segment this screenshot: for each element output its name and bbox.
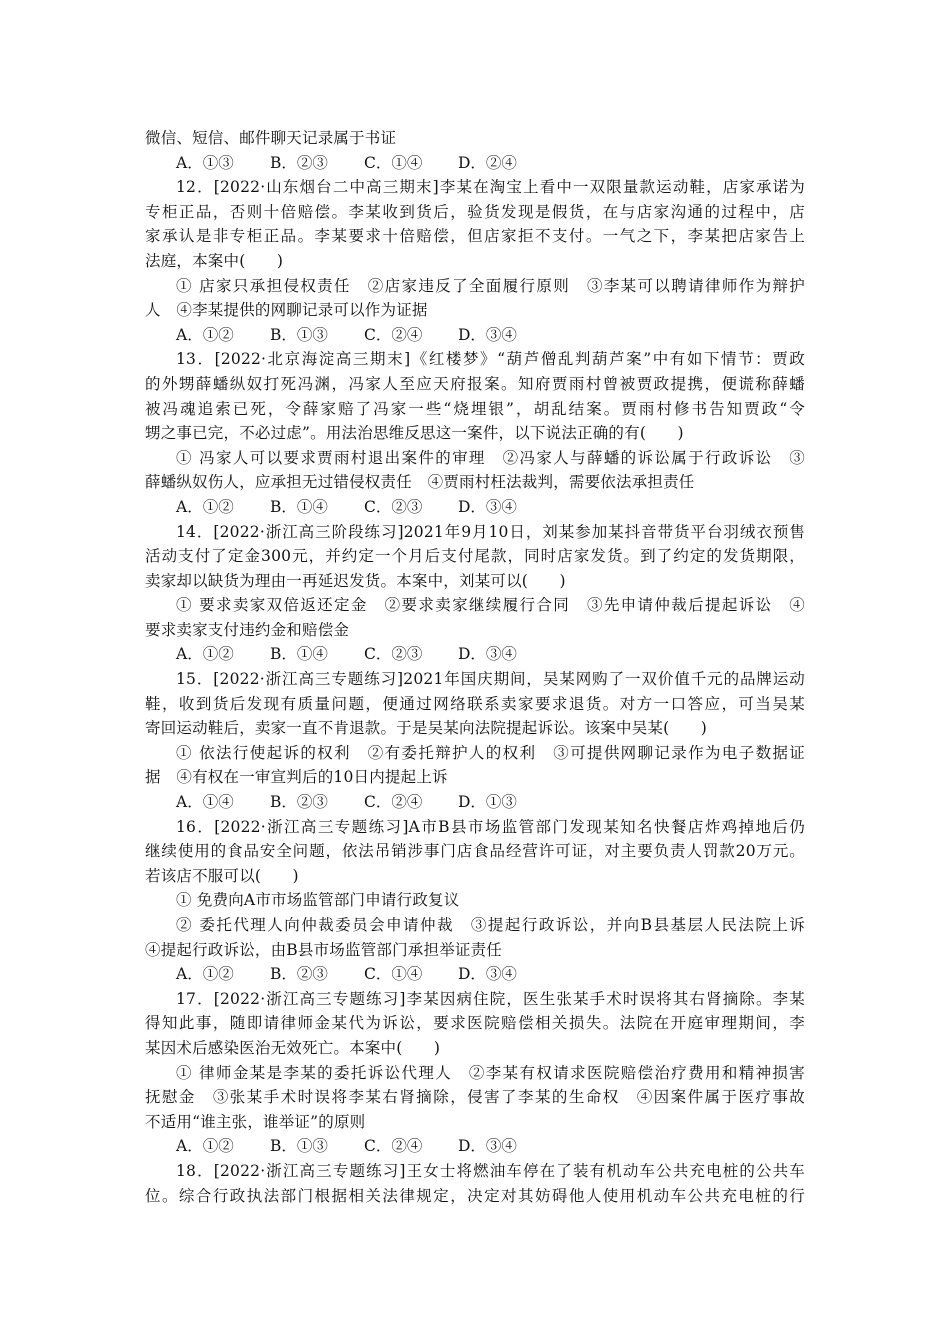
text-line: 寄回运动鞋后，卖家一直不肯退款。于是吴某向法院提起诉讼。该案中吴某( )	[145, 719, 707, 738]
answer-option: D．③④	[458, 1137, 517, 1156]
answer-option: D．③④	[458, 645, 517, 664]
answer-option: B．①④	[270, 497, 328, 516]
answer-option: B．①③	[270, 325, 328, 344]
text-line: 抚慰金 ③张某手术时误将李某右肾摘除，侵害了李某的生命权 ④因案件属于医疗事故	[145, 1088, 805, 1107]
answer-option: A．①②	[176, 497, 234, 516]
text-line: 鞋，收到货后发现有质量问题，便通过网络联系卖家要求退货。对方一口答应，可当吴某	[145, 694, 805, 713]
answer-option: A．①②	[176, 645, 234, 664]
answer-option: C．②④	[364, 325, 423, 344]
text-line: 12．[2022·山东烟台二中高三期末]李某在淘宝上看中一双限量款运动鞋，店家承诺为	[176, 178, 805, 197]
answer-option: C．②④	[364, 1137, 423, 1156]
document-page	[145, 126, 805, 1208]
answer-options	[145, 1134, 805, 1159]
text-line: 位。综合行政执法部门根据相关法律规定，决定对其妨碍他人使用机动车公共充电桩的行	[145, 1186, 805, 1205]
answer-option: D．③④	[458, 325, 517, 344]
answer-option: B．①④	[270, 645, 328, 664]
text-line: ④提起行政诉讼，由B县市场监管部门承担举证责任	[145, 940, 502, 959]
text-line: ① 冯家人可以要求贾雨村退出案件的审理 ②冯家人与薛蟠的诉讼属于行政诉讼 ③	[176, 448, 805, 467]
text-line: ① 要求卖家双倍返还定金 ②要求卖家继续履行合同 ③先申请仲裁后提起诉讼 ④	[176, 596, 805, 615]
text-line: 14．[2022·浙江高三阶段练习]2021年9月10日，刘某参加某抖音带货平台羽绒衣预售	[176, 522, 805, 541]
text-line: 被冯魂追索已死，令薛家赔了冯家一些“烧埋银”，胡乱结案。贾雨村修书告知贾政“令	[145, 399, 805, 418]
text-line: 家承认是非专柜正品。李某要求十倍赔偿，但店家拒不支付。一气之下，李某把店家告上	[145, 227, 805, 246]
answer-option: B．②③	[270, 965, 328, 984]
text-line: 16．[2022·浙江高三专题练习]A市B县市场监管部门发现某知名快餐店炸鸡掉地后仍	[176, 817, 805, 836]
answer-option: B．①③	[270, 1137, 328, 1156]
text-line: 人 ④李某提供的网聊记录可以作为证据	[145, 301, 428, 320]
answer-options	[145, 323, 805, 348]
text-line: 15．[2022·浙江高三专题练习]2021年国庆期间，吴某网购了一双价值千元的品牌运动	[176, 670, 805, 689]
text-line: 继续使用的食品安全问题，依法吊销涉事门店食品经营许可证，对主要负责人罚款20万元。	[145, 842, 805, 861]
text-line: ② 委托代理人向仲裁委员会申请仲裁 ③提起行政诉讼，并向B县基层人民法院上诉	[176, 916, 805, 934]
text-line: 18．[2022·浙江高三专题练习]王女士将燃油车停在了装有机动车公共充电桩的公共车	[176, 1161, 805, 1180]
answer-option: D．②④	[458, 153, 517, 172]
answer-option: C．①④	[364, 965, 423, 984]
answer-options	[145, 790, 805, 815]
text-line: 17．[2022·浙江高三专题练习]李某因病住院，医生张某手术时误将其右肾摘除。李某	[176, 989, 805, 1008]
text-line: 法庭，本案中( )	[145, 251, 284, 270]
text-line: ① 免费向A市市场监管部门申请行政复议	[176, 891, 460, 910]
text-line: 的外甥薛蟠纵奴打死冯渊，冯家人至应天府报案。知府贾雨村曾被贾政提携，便谎称薛蟠	[145, 374, 805, 393]
answer-option: A．①②	[176, 965, 234, 984]
answer-options	[145, 642, 805, 667]
answer-option: A．①④	[176, 793, 234, 812]
text-line: 据 ④有权在一审宣判后的10日内提起上诉	[145, 768, 448, 787]
answer-option: A．①②	[176, 325, 234, 344]
answer-options	[145, 962, 805, 987]
text-line: ① 店家只承担侵权责任 ②店家违反了全面履行原则 ③李某可以聘请律师作为辩护	[176, 276, 805, 295]
text-line: ① 律师金某是李某的委托诉讼代理人 ②李某有权请求医院赔偿治疗费用和精神损害	[176, 1063, 805, 1082]
text-line: 13．[2022·北京海淀高三期末]《红楼梦》“葫芦僧乱判葫芦案”中有如下情节：贾政	[176, 350, 805, 369]
text-line: 得知此事，随即请律师金某代为诉讼，要求医院赔偿相关损失。法院在开庭审理期间，李	[145, 1014, 805, 1033]
text-line: 专柜正品，否则十倍赔偿。李某收到货后，验货发现是假货，在与店家沟通的过程中，店	[145, 202, 805, 221]
text-line: 要求卖家支付违约金和赔偿金	[145, 620, 350, 639]
text-line: 活动支付了定金300元，并约定一个月后支付尾款，同时店家发货。到了约定的发货期限，	[145, 547, 805, 566]
answer-option: A．①③	[176, 153, 234, 172]
text-line: 微信、短信、邮件聊天记录属于书证	[145, 129, 397, 147]
answer-option: B．②③	[270, 793, 328, 812]
answer-option: D．③④	[458, 965, 517, 984]
answer-option: A．①②	[176, 1137, 234, 1156]
text-line: ① 依法行使起诉的权利 ②有委托辩护人的权利 ③可提供网聊记录作为电子数据证	[176, 743, 805, 762]
text-line: 若该店不服可以( )	[145, 866, 299, 885]
answer-options	[145, 495, 805, 520]
text-line: 不适用“谁主张，谁举证”的原则	[145, 1112, 366, 1131]
text-line: 甥之事已完，不必过虑”。用法治思维反思这一案件，以下说法正确的有( )	[145, 424, 684, 443]
answer-option: C．②③	[364, 497, 423, 516]
text-line: 卖家却以缺货为理由一再延迟发货。本案中，刘某可以( )	[145, 571, 566, 590]
text-line: 某因术后感染医治无效死亡。本案中( )	[145, 1038, 441, 1057]
text-line: 薛蟠纵奴伤人，应承担无过错侵权责任 ④贾雨村枉法裁判，需要依法承担责任	[145, 473, 695, 492]
answer-options	[145, 151, 805, 176]
answer-option: C．①④	[364, 153, 423, 172]
answer-option: B．②③	[270, 153, 328, 172]
answer-option: D．③④	[458, 497, 517, 516]
answer-option: C．②③	[364, 645, 423, 664]
answer-option: C．②④	[364, 793, 423, 812]
answer-option: D．①③	[458, 793, 517, 812]
